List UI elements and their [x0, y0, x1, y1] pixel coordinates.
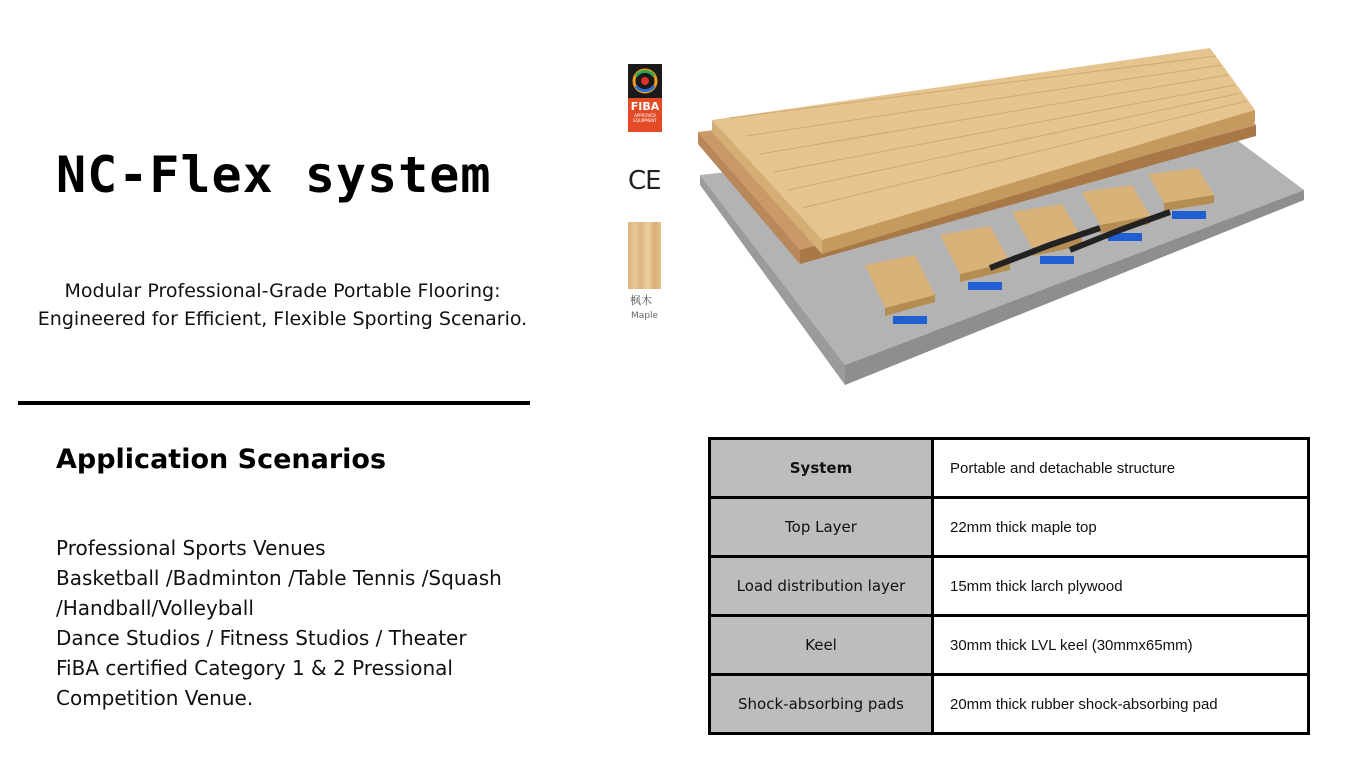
spec-key: Load distribution layer — [710, 557, 933, 616]
application-scenarios-list — [56, 533, 556, 713]
table-row — [710, 498, 1309, 557]
table-row — [710, 616, 1309, 675]
shock-pad — [893, 316, 927, 324]
table-row — [710, 557, 1309, 616]
table-row — [710, 675, 1309, 734]
scenario-line: Basketball /Badminton /Table Tennis /Squash — [56, 566, 502, 590]
page-title: NC-Flex system — [56, 146, 492, 204]
application-scenarios-heading: Application Scenarios — [56, 444, 387, 475]
fiba-logo-icon — [628, 64, 662, 98]
maple-wood-swatch — [628, 222, 661, 289]
shock-pad — [1172, 211, 1206, 219]
spec-key: System — [710, 439, 933, 498]
spec-key: Keel — [710, 616, 933, 675]
scenario-line: /Handball/Volleyball — [56, 596, 254, 620]
spec-value: 15mm thick larch plywood — [933, 557, 1309, 616]
spec-table — [708, 437, 1310, 735]
spec-key: Shock-absorbing pads — [710, 675, 933, 734]
scenario-line: Competition Venue. — [56, 686, 254, 710]
floor-system-illustration — [690, 40, 1310, 395]
table-row — [710, 439, 1309, 498]
spec-key: Top Layer — [710, 498, 933, 557]
scenario-line: Professional Sports Venues — [56, 536, 326, 560]
scenario-line: FiBA certified Category 1 & 2 Pressional — [56, 656, 453, 680]
section-divider — [18, 401, 530, 405]
maple-label-chinese: 枫木 — [630, 294, 652, 307]
subtitle-line-1: Modular Professional-Grade Portable Flooring: — [64, 280, 501, 302]
shock-pad — [968, 282, 1002, 290]
fiba-badge-label: FIBA — [630, 100, 660, 113]
fiba-approved-badge — [628, 64, 662, 132]
shock-pad — [1040, 256, 1074, 264]
fiba-badge-sublabel: APPROVED EQUIPMENT — [633, 113, 657, 123]
spec-value: 22mm thick maple top — [933, 498, 1309, 557]
subtitle — [20, 277, 545, 333]
subtitle-line-2: Engineered for Efficient, Flexible Sporting Scenario. — [37, 308, 528, 330]
spec-value: Portable and detachable structure — [933, 439, 1309, 498]
ce-mark: CE — [628, 166, 661, 196]
maple-label-english: Maple — [631, 311, 659, 321]
spec-value: 20mm thick rubber shock-absorbing pad — [933, 675, 1309, 734]
spec-value: 30mm thick LVL keel (30mmx65mm) — [933, 616, 1309, 675]
scenario-line: Dance Studios / Fitness Studios / Theater — [56, 626, 467, 650]
